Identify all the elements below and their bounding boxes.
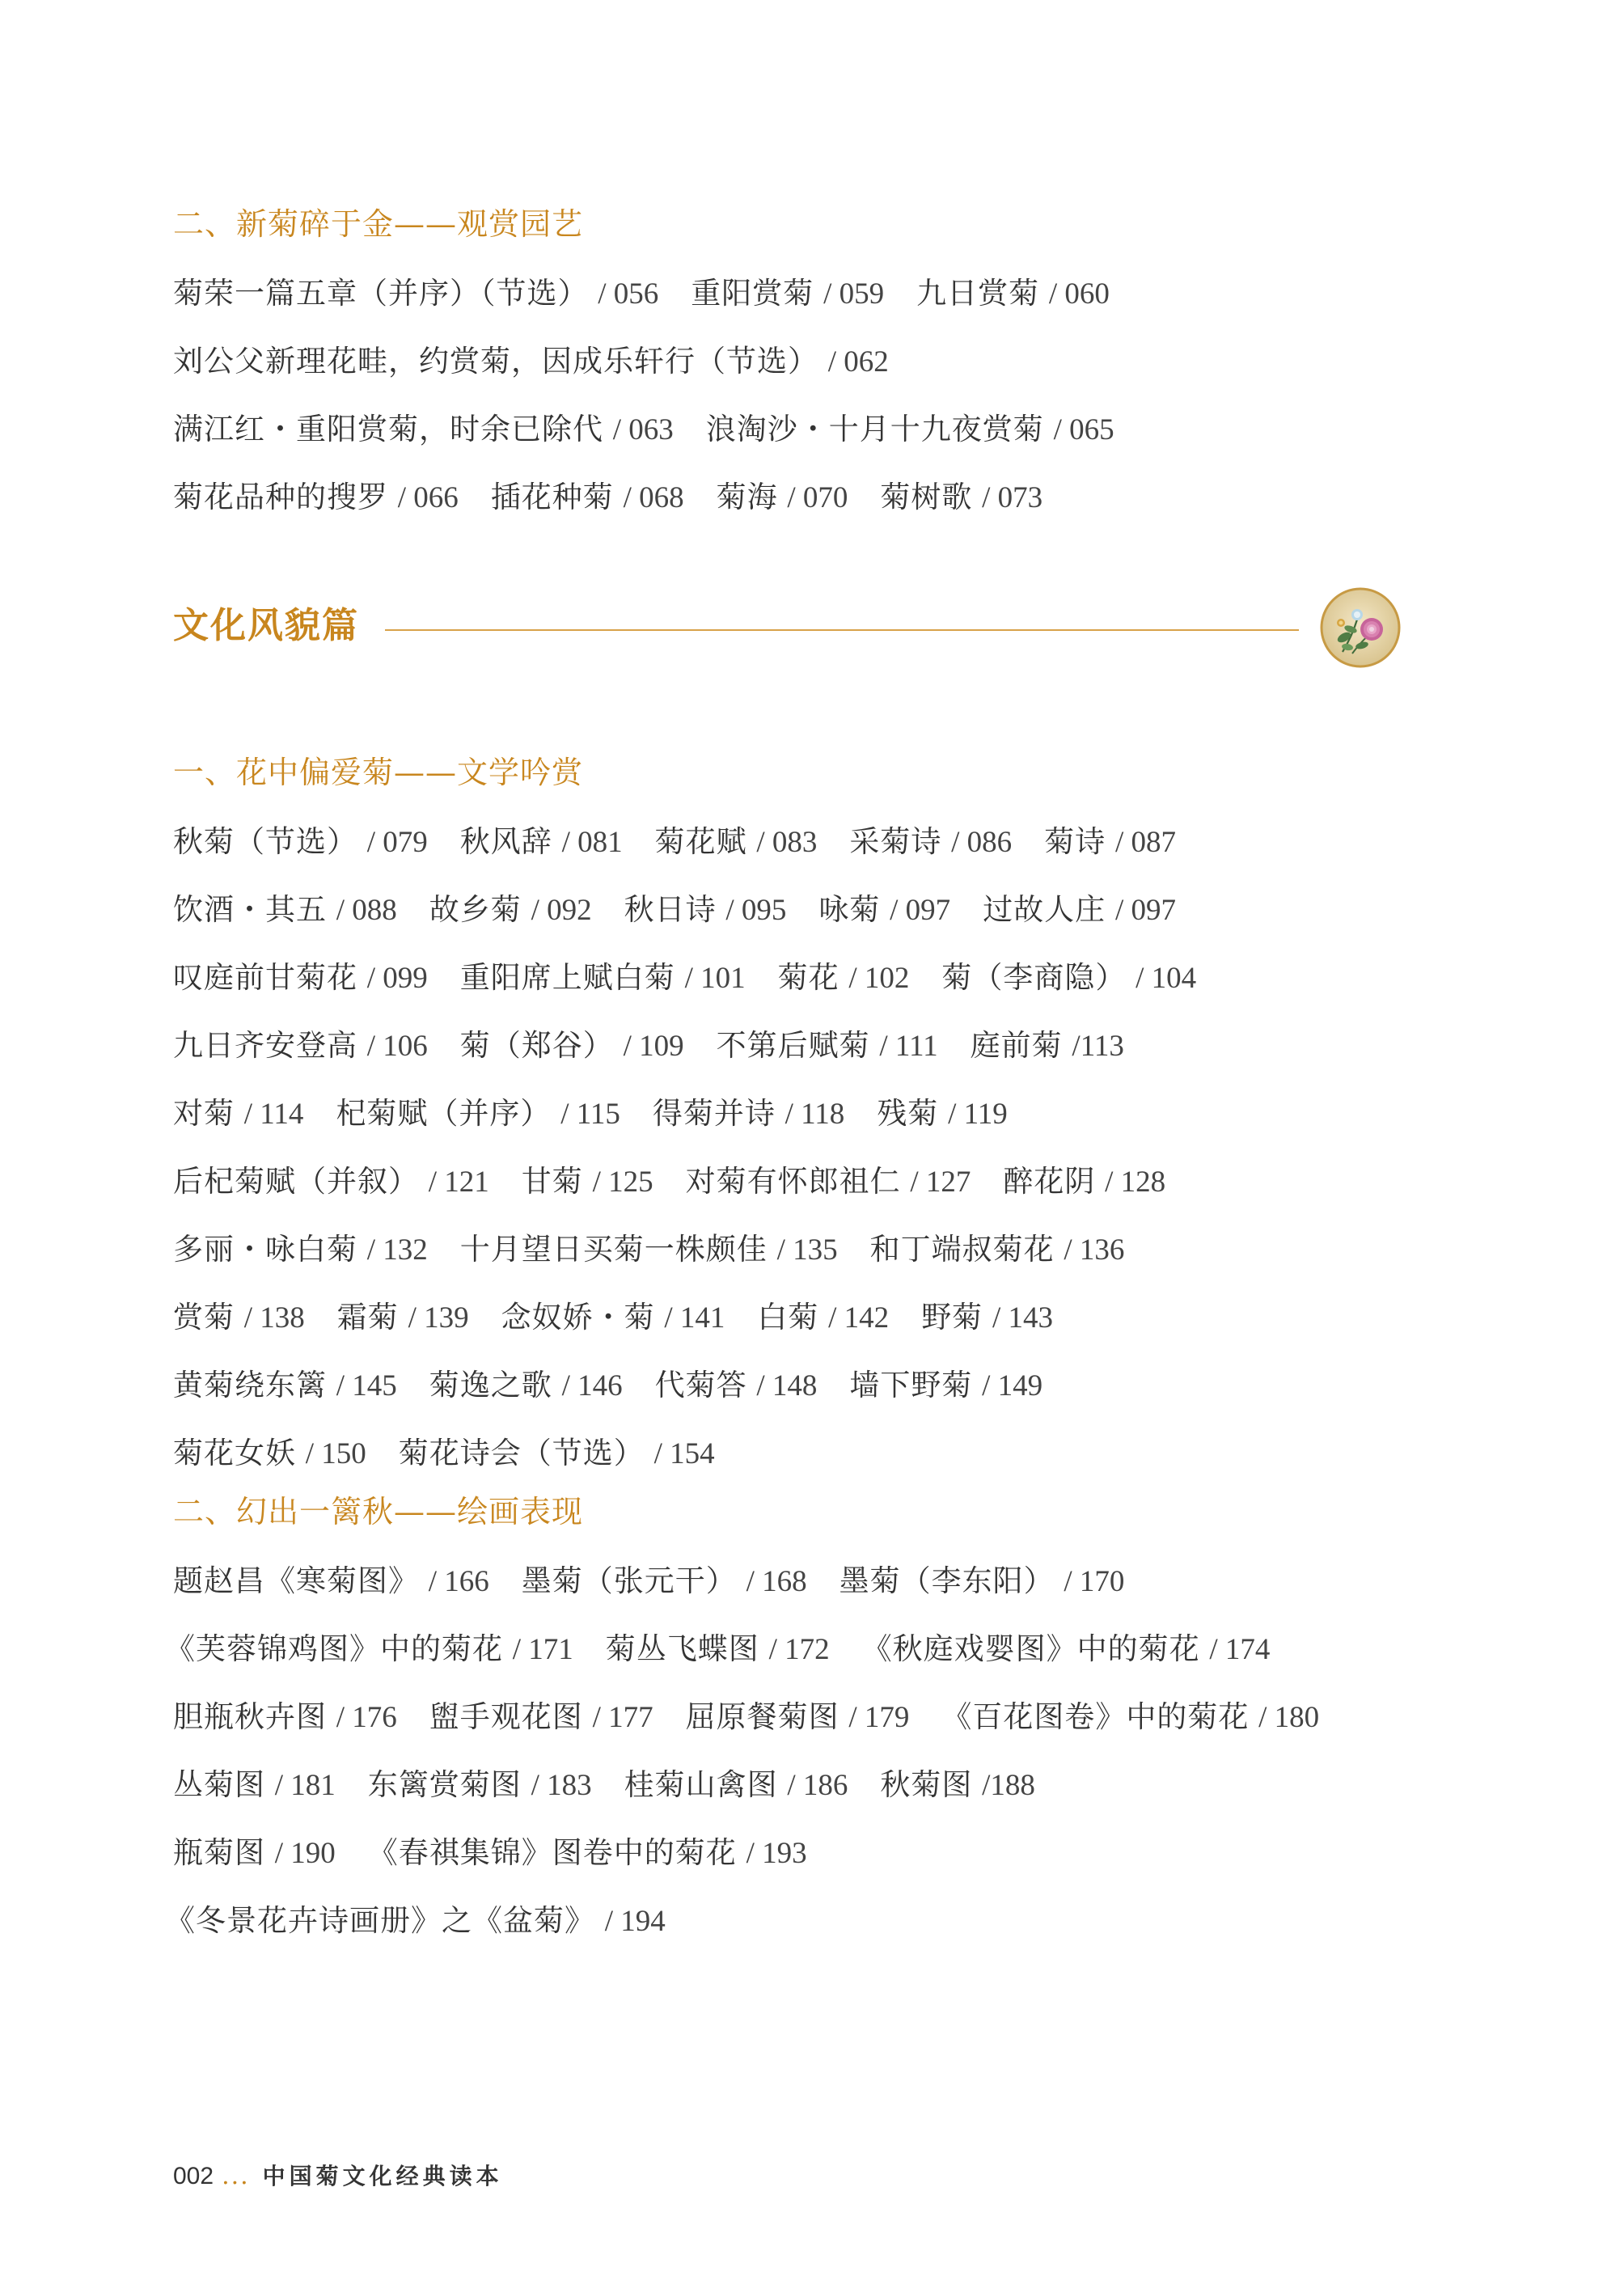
toc-entry[interactable]: 九日赏菊 / 060 [916, 276, 1110, 311]
toc-entry[interactable]: 甘菊 / 125 [521, 1164, 653, 1199]
toc-entry[interactable]: 盥手观花图 / 177 [429, 1699, 653, 1734]
toc-entry[interactable]: 对菊有怀郎祖仁 / 127 [685, 1164, 971, 1199]
chrysanthemum-medallion-icon [1320, 587, 1401, 668]
toc-entry[interactable]: 菊荣一篇五章（并序）（节选） / 056 [173, 276, 659, 311]
toc-entry[interactable]: 《春祺集锦》图卷中的菊花 / 193 [367, 1835, 807, 1870]
toc-entry[interactable]: 九日齐安登高 / 106 [173, 1028, 428, 1063]
toc-line [173, 1835, 807, 1870]
toc-line [173, 1030, 1124, 1061]
toc-entry[interactable]: 和丁端叔菊花 / 136 [869, 1232, 1125, 1267]
toc-entry[interactable]: 《秋庭戏婴图》中的菊花 / 174 [861, 1631, 1271, 1666]
toc-entry[interactable]: 瓶菊图 / 190 [173, 1835, 336, 1870]
toc-entry[interactable]: 菊树歌 / 073 [880, 480, 1043, 514]
toc-entry[interactable]: 东篱赏菊图 / 183 [367, 1767, 592, 1802]
footer-dots: ... [222, 2162, 250, 2190]
toc-line [173, 414, 1114, 445]
toc-line [173, 824, 1176, 859]
toc-entry[interactable]: 残菊 / 119 [877, 1096, 1008, 1131]
toc-entry[interactable]: 菊花品种的搜罗 / 066 [173, 480, 459, 514]
toc-entry[interactable]: 故乡菊 / 092 [429, 892, 592, 927]
toc-entry[interactable]: 墨菊（李东阳） / 170 [839, 1563, 1125, 1598]
toc-entry[interactable]: 菊逸之歌 / 146 [429, 1368, 623, 1402]
toc-entry[interactable]: 叹庭前甘菊花 / 099 [173, 960, 428, 995]
toc-line [173, 1699, 1320, 1734]
toc-entry[interactable]: 菊花诗会（节选） / 154 [398, 1436, 715, 1470]
footer-book-title: 中国菊文化经典读本 [262, 2163, 503, 2189]
toc-line [173, 278, 1110, 309]
toc-line [165, 1903, 666, 1938]
toc-entry[interactable]: 后杞菊赋（并叙） / 121 [173, 1164, 489, 1199]
toc-entry[interactable]: 庭前菊 /113 [970, 1028, 1124, 1063]
toc-entry[interactable]: 野菊 / 143 [921, 1300, 1053, 1335]
toc-entry[interactable]: 《芙蓉锦鸡图》中的菊花 / 171 [165, 1631, 573, 1666]
toc-line [173, 1234, 1124, 1265]
toc-entry[interactable]: 杞菊赋（并序） / 115 [336, 1096, 620, 1131]
toc-line [173, 1302, 1053, 1333]
toc-entry[interactable]: 秋菊图 /188 [880, 1767, 1035, 1802]
toc-entry[interactable]: 醉花阴 / 128 [1003, 1164, 1166, 1199]
toc-line [173, 962, 1196, 993]
toc-line [173, 1166, 1165, 1197]
section-heading-ornamental-horticulture: 二、新菊碎于金——观赏园艺 [173, 206, 584, 242]
toc-entry[interactable]: 秋菊（节选） / 079 [173, 824, 428, 859]
toc-entry[interactable]: 饮酒・其五 / 088 [173, 892, 397, 927]
toc-entry[interactable]: 菊丛飞蝶图 / 172 [605, 1631, 830, 1666]
toc-entry[interactable]: 霜菊 / 139 [336, 1300, 469, 1335]
toc-line [173, 1370, 1042, 1401]
toc-entry[interactable]: 重阳赏菊 / 059 [691, 276, 885, 311]
toc-line [173, 892, 1176, 927]
toc-entry[interactable]: 菊花赋 / 083 [654, 824, 818, 859]
toc-entry[interactable]: 菊（郑谷） / 109 [459, 1028, 684, 1063]
toc-entry[interactable]: 得菊并诗 / 118 [652, 1096, 845, 1131]
toc-line [173, 1563, 1125, 1598]
toc-entry[interactable]: 插花种菊 / 068 [490, 480, 684, 514]
toc-entry[interactable]: 采菊诗 / 086 [849, 824, 1013, 859]
toc-entry[interactable]: 多丽・咏白菊 / 132 [173, 1232, 428, 1267]
toc-entry[interactable]: 桂菊山禽图 / 186 [624, 1767, 848, 1802]
page-footer [173, 2164, 503, 2189]
toc-entry[interactable]: 秋日诗 / 095 [624, 892, 787, 927]
toc-entry[interactable]: 白菊 / 142 [757, 1300, 890, 1335]
toc-entry[interactable]: 胆瓶秋卉图 / 176 [173, 1699, 397, 1734]
footer-page-number: 002 [173, 2163, 214, 2189]
toc-entry[interactable]: 菊花 / 102 [777, 960, 910, 995]
toc-entry[interactable]: 菊诗 / 087 [1044, 824, 1176, 859]
toc-line [165, 1631, 1271, 1666]
toc-entry[interactable]: 墨菊（张元干） / 168 [521, 1563, 807, 1598]
toc-entry[interactable]: 黄菊绕东篱 / 145 [173, 1368, 397, 1402]
toc-entry[interactable]: 题赵昌《寒菊图》 / 166 [173, 1563, 489, 1598]
toc-entry[interactable]: 《百花图卷》中的菊花 / 180 [941, 1699, 1320, 1734]
toc-entry[interactable]: 刘公父新理花畦，约赏菊，因成乐轩行（节选） / 062 [173, 344, 889, 379]
toc-entry[interactable]: 过故人庄 / 097 [983, 892, 1176, 927]
toc-entry[interactable]: 十月望日买菊一株颇佳 / 135 [459, 1232, 838, 1267]
toc-entry[interactable]: 浪淘沙・十月十九夜赏菊 / 065 [705, 412, 1114, 446]
toc-entry[interactable]: 墙下野菊 / 149 [849, 1368, 1043, 1402]
section-heading-painting-expression: 二、幻出一篱秋——绘画表现 [173, 1494, 584, 1529]
toc-line [173, 346, 889, 377]
toc-entry[interactable]: 咏菊 / 097 [818, 892, 951, 927]
toc-entry[interactable]: 《冬景花卉诗画册》之《盆菊》 / 194 [165, 1903, 666, 1938]
toc-entry[interactable]: 对菊 / 114 [173, 1096, 304, 1131]
toc-entry[interactable]: 菊花女妖 / 150 [173, 1436, 366, 1470]
toc-line [173, 1098, 1008, 1129]
toc-line [173, 1767, 1035, 1802]
toc-entry[interactable]: 丛菊图 / 181 [173, 1767, 336, 1802]
toc-entry[interactable]: 念奴娇・菊 / 141 [501, 1300, 725, 1335]
toc-entry[interactable]: 不第后赋菊 / 111 [716, 1028, 938, 1063]
toc-entry[interactable]: 赏菊 / 138 [173, 1300, 305, 1335]
section-heading-literary-appreciation: 一、花中偏爱菊——文学吟赏 [173, 755, 584, 790]
toc-entry[interactable]: 菊海 / 070 [716, 480, 848, 514]
part-title: 文化风貌篇 [173, 605, 359, 646]
toc-entry[interactable]: 重阳席上赋白菊 / 101 [459, 960, 746, 995]
toc-entry[interactable]: 代菊答 / 148 [654, 1368, 818, 1402]
toc-entry[interactable]: 菊（李商隐） / 104 [941, 960, 1197, 995]
toc-entry[interactable]: 屈原餐菊图 / 179 [685, 1699, 910, 1734]
toc-line [173, 482, 1042, 513]
toc-entry[interactable]: 秋风辞 / 081 [459, 824, 623, 859]
toc-entry[interactable]: 满江红・重阳赏菊，时余已除代 / 063 [173, 412, 674, 446]
toc-line [173, 1438, 715, 1469]
part-divider-rule [385, 629, 1299, 631]
